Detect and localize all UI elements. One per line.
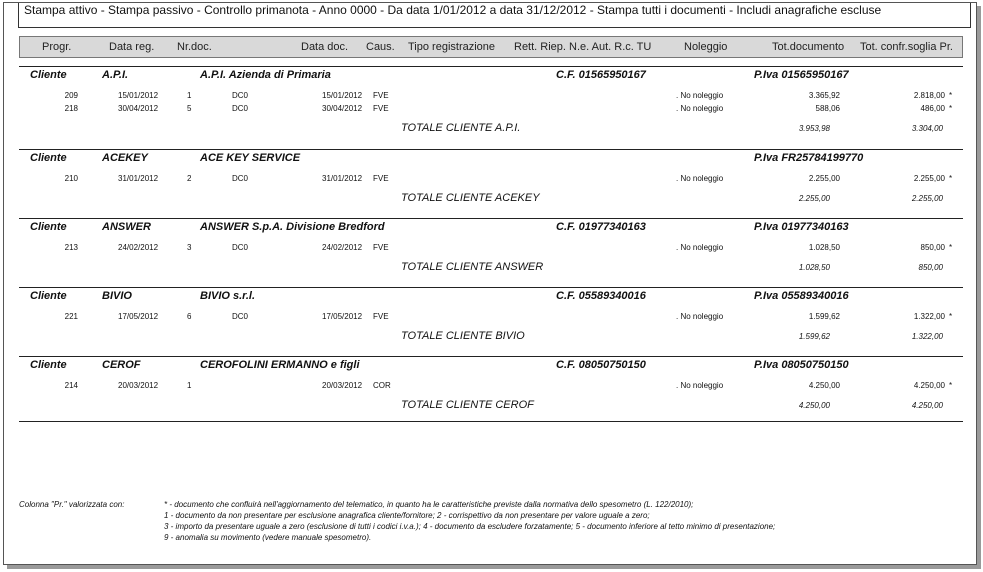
frame-shadow-bottom — [7, 565, 981, 569]
row-nr-doc: 1 — [187, 91, 192, 100]
row-progr: 210 — [64, 174, 78, 183]
client-total-confr: 4.250,00 — [911, 401, 943, 410]
client-label: Cliente — [30, 359, 67, 371]
row-progr: 218 — [64, 104, 78, 113]
client-total-confr: 850,00 — [918, 263, 943, 272]
client-piva: P.Iva 08050750150 — [754, 359, 849, 371]
col-caus: Caus. — [366, 41, 395, 53]
client-piva: P.Iva FR25784199770 — [754, 152, 864, 164]
client-total-label: TOTALE CLIENTE ACEKEY — [401, 192, 540, 204]
client-total-documento: 1.599,62 — [798, 332, 830, 341]
row-data-doc: 31/01/2012 — [322, 174, 363, 183]
row-doc-type: DC0 — [232, 104, 249, 113]
row-tot-documento: 4.250,00 — [808, 381, 840, 390]
client-label: Cliente — [30, 221, 67, 233]
row-data-reg: 20/03/2012 — [118, 381, 159, 390]
row-nr-doc: 6 — [187, 312, 192, 321]
row-noleggio: . No noleggio — [676, 104, 724, 113]
row-noleggio: . No noleggio — [676, 174, 724, 183]
client-piva: P.Iva 01977340163 — [754, 221, 849, 233]
legend-line: * - documento che confluirà nell'aggiornamento del telematico, in quanto ha le caratteristiche previste dalla normativa dello spesometro (L. 122/2010); — [164, 500, 694, 509]
col-progr: Progr. — [42, 41, 72, 53]
client-name: A.P.I. Azienda di Primaria — [200, 69, 331, 81]
row-tot-documento: 2.255,00 — [808, 174, 840, 183]
row-noleggio: . No noleggio — [676, 381, 724, 390]
row-pr-flag: * — [949, 312, 953, 321]
row-nr-doc: 5 — [187, 104, 192, 113]
col-data-doc: Data doc. — [301, 41, 349, 53]
row-nr-doc: 2 — [187, 174, 192, 183]
client-separator — [19, 218, 963, 219]
row-doc-type: DC0 — [232, 243, 249, 252]
col-tot-documento: Tot.documento — [772, 41, 845, 53]
report-header — [18, 3, 971, 28]
row-noleggio: . No noleggio — [676, 312, 724, 321]
row-progr: 213 — [64, 243, 78, 252]
frame-shadow-right — [977, 6, 981, 569]
client-name: ANSWER S.p.A. Divisione Bredford — [200, 221, 385, 233]
row-progr: 209 — [64, 91, 78, 100]
row-caus: FVE — [373, 174, 389, 183]
row-progr: 221 — [64, 312, 78, 321]
client-label: Cliente — [30, 152, 67, 164]
client-label: Cliente — [30, 69, 67, 81]
client-total-documento: 2.255,00 — [798, 194, 830, 203]
legend-line: 9 - anomalia su movimento (vedere manuale spesometro). — [164, 533, 372, 542]
client-total-documento: 3.953,98 — [798, 124, 830, 133]
row-nr-doc: 3 — [187, 243, 192, 252]
legend-line: 3 - importo da presentare uguale a zero (esclusione di tutti i codici i.v.a.); 4 - documento da escludere forzatamente; 5 - documento inferiore al tetto minimo di presentazione; — [164, 522, 776, 531]
row-tot-confr: 486,00 — [920, 104, 945, 113]
client-total-documento: 4.250,00 — [798, 401, 830, 410]
row-progr: 214 — [64, 381, 78, 390]
col-noleggio: Noleggio — [684, 41, 728, 53]
client-separator — [19, 356, 963, 357]
client-name: CEROFOLINI ERMANNO e figli — [200, 359, 360, 371]
client-total-label: TOTALE CLIENTE A.P.I. — [401, 122, 521, 134]
row-data-reg: 31/01/2012 — [118, 174, 159, 183]
row-tot-confr: 850,00 — [920, 243, 945, 252]
row-tot-confr: 1.322,00 — [913, 312, 945, 321]
row-doc-type: DC0 — [232, 312, 249, 321]
row-tot-confr: 4.250,00 — [913, 381, 945, 390]
legend-line: 1 - documento da non presentare per esclusione anagrafica cliente/fornitore; 2 - corrispettivo da non presentare per valore uguale a zero; — [164, 511, 650, 520]
col-tipo-registrazione: Tipo registrazione — [408, 41, 496, 53]
client-cf: C.F. 08050750150 — [556, 359, 646, 371]
client-total-label: TOTALE CLIENTE CEROF — [401, 399, 534, 411]
col-data-reg: Data reg. — [109, 41, 155, 53]
row-data-doc: 24/02/2012 — [322, 243, 363, 252]
row-pr-flag: * — [949, 91, 953, 100]
row-doc-type: DC0 — [232, 91, 249, 100]
row-pr-flag: * — [949, 174, 953, 183]
client-piva: P.Iva 01565950167 — [754, 69, 849, 81]
column-header-bar — [19, 36, 963, 58]
row-tot-documento: 3.365,92 — [808, 91, 840, 100]
client-name: ACE KEY SERVICE — [200, 152, 301, 164]
report-title: Stampa attivo - Stampa passivo - Controllo primanota - Anno 0000 - Da data 1/01/2012 a data 31/12/2012 - Stampa tutti i documenti - Includi anagrafiche escluse — [24, 3, 882, 17]
client-cf: C.F. 05589340016 — [556, 290, 646, 302]
row-caus: FVE — [373, 104, 389, 113]
client-total-confr: 3.304,00 — [911, 124, 943, 133]
client-total-confr: 2.255,00 — [911, 194, 943, 203]
row-caus: FVE — [373, 243, 389, 252]
row-data-reg: 15/01/2012 — [118, 91, 159, 100]
row-data-doc: 20/03/2012 — [322, 381, 363, 390]
client-piva: P.Iva 05589340016 — [754, 290, 849, 302]
row-data-doc: 15/01/2012 — [322, 91, 363, 100]
client-total-confr: 1.322,00 — [911, 332, 943, 341]
row-tot-documento: 1.028,50 — [808, 243, 840, 252]
row-caus: COR — [373, 381, 391, 390]
row-tot-confr: 2.818,00 — [913, 91, 945, 100]
row-tot-confr: 2.255,00 — [913, 174, 945, 183]
client-code: ACEKEY — [102, 152, 148, 164]
row-data-doc: 17/05/2012 — [322, 312, 363, 321]
client-separator — [19, 287, 963, 288]
row-noleggio: . No noleggio — [676, 91, 724, 100]
row-pr-flag: * — [949, 243, 953, 252]
client-code: ANSWER — [102, 221, 151, 233]
client-total-label: TOTALE CLIENTE ANSWER — [401, 261, 544, 273]
row-data-reg: 30/04/2012 — [118, 104, 159, 113]
client-code: CEROF — [102, 359, 141, 371]
col-flags: Rett. Riep. N.e. Aut. R.c. TU — [514, 41, 652, 53]
report-page — [3, 2, 977, 565]
client-total-documento: 1.028,50 — [798, 263, 830, 272]
row-caus: FVE — [373, 312, 389, 321]
client-cf: C.F. 01977340163 — [556, 221, 646, 233]
col-nr-doc: Nr.doc. — [177, 41, 212, 53]
row-pr-flag: * — [949, 381, 953, 390]
row-data-reg: 17/05/2012 — [118, 312, 159, 321]
row-pr-flag: * — [949, 104, 953, 113]
col-tot-confr-soglia: Tot. confr.soglia Pr. — [860, 41, 953, 53]
client-name: BIVIO s.r.l. — [200, 290, 256, 302]
client-cf: C.F. 01565950167 — [556, 69, 646, 81]
client-code: A.P.I. — [102, 69, 129, 81]
client-label: Cliente — [30, 290, 67, 302]
row-doc-type: DC0 — [232, 174, 249, 183]
row-nr-doc: 1 — [187, 381, 192, 390]
row-tot-documento: 588,06 — [815, 104, 840, 113]
row-data-reg: 24/02/2012 — [118, 243, 159, 252]
legend-title: Colonna "Pr." valorizzata con: — [19, 500, 125, 509]
row-noleggio: . No noleggio — [676, 243, 724, 252]
row-tot-documento: 1.599,62 — [808, 312, 840, 321]
client-separator — [19, 66, 963, 67]
report-end-separator — [19, 421, 963, 422]
row-data-doc: 30/04/2012 — [322, 104, 363, 113]
client-separator — [19, 149, 963, 150]
client-code: BIVIO — [102, 290, 132, 302]
row-caus: FVE — [373, 91, 389, 100]
client-total-label: TOTALE CLIENTE BIVIO — [401, 330, 525, 342]
